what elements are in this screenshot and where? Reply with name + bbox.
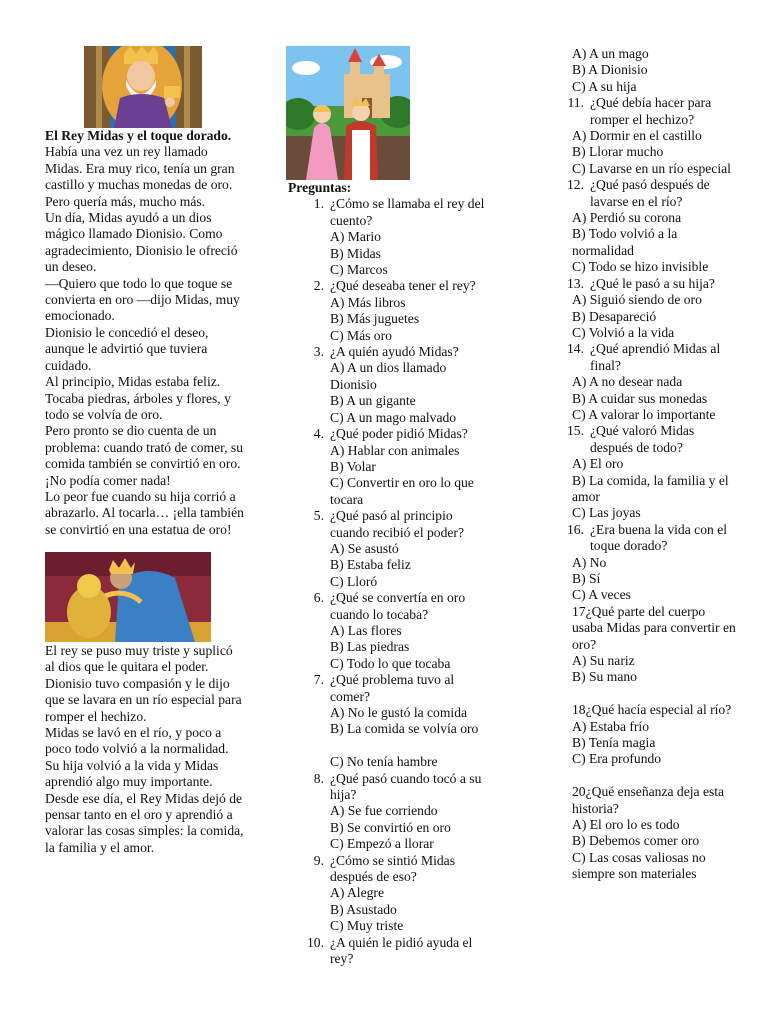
- answer-option: C) Más oro: [330, 327, 392, 343]
- question-number: 8.: [313, 770, 324, 786]
- answer-option: B) A cuidar sus monedas: [572, 390, 708, 406]
- question-text: [548, 522, 738, 555]
- answer-option: C) Marcos: [330, 262, 388, 278]
- question-label: ¿A quién le pidió ayuda el rey?: [330, 934, 473, 967]
- question-item: [288, 344, 488, 426]
- question-text: [288, 278, 488, 294]
- question-item: [548, 686, 738, 768]
- blank-line: [548, 686, 738, 702]
- question-10-options: [548, 46, 738, 95]
- story-paragraph: Había una vez un rey llamado Midas. Era muy rico, tenía un gran castillo y muchas monedas de oro. Pero quería más, mucho más.: [45, 144, 235, 209]
- question-item: [548, 423, 738, 521]
- story-paragraph: Al principio, Midas estaba feliz. Tocaba piedras, árboles y flores, y todo se volvía de oro.: [45, 374, 231, 422]
- answer-option: C) A su hija: [572, 78, 637, 94]
- answer-option: B) Asustado: [330, 901, 397, 917]
- question-label: ¿Qué pasó al principio cuando recibió el poder?: [330, 508, 464, 540]
- answer-option: A) Las flores: [330, 622, 402, 638]
- question-number: 9.: [313, 852, 324, 868]
- questions-column-1: [288, 180, 488, 967]
- answer-option: A) Mario: [330, 229, 381, 245]
- story-paragraph: Pero pronto se dio cuenta de un problema: cuando trató de comer, su comida también se convirtió en oro. ¡No podía comer nada!: [45, 423, 244, 488]
- answer-option: A) A no desear nada: [572, 374, 683, 390]
- question-label: ¿Qué problema tuvo al comer?: [330, 672, 455, 704]
- question-text: 20¿Qué enseñanza deja esta historia?: [572, 784, 725, 816]
- answer-option: C) Las cosas valiosas no siempre son materiales: [572, 849, 706, 882]
- question-number: 5.: [313, 508, 324, 524]
- answer-option: A) A un dios llamado Dionisio: [330, 360, 447, 392]
- castle-princess-king-image: [286, 46, 410, 180]
- question-text: [288, 590, 488, 623]
- answer-option: C) No tenía hambre: [330, 754, 438, 770]
- question-label: ¿Era buena la vida con el toque dorado?: [590, 521, 727, 554]
- question-label: ¿Qué poder pidió Midas?: [330, 426, 468, 442]
- story-title: El Rey Midas y el toque dorado.: [45, 128, 232, 143]
- story-part-1: [45, 144, 245, 538]
- question-item: [288, 196, 488, 278]
- question-item: [288, 426, 488, 508]
- answer-option: C) Volvió a la vida: [572, 324, 675, 340]
- question-text: 17¿Qué parte del cuerpo usaba Midas para convertir en oro?: [572, 603, 736, 652]
- answer-option: C) A veces: [572, 587, 631, 603]
- blank-line: [548, 768, 738, 784]
- answer-option: C) A valorar lo importante: [572, 406, 716, 422]
- question-item: [548, 95, 738, 177]
- question-text: [288, 771, 488, 804]
- story-column-continued: [45, 643, 245, 856]
- question-number: 4.: [313, 426, 324, 442]
- question-number: 1.: [313, 196, 324, 212]
- answer-option: C) Todo se hizo invisible: [572, 259, 709, 275]
- answer-option: C) Lloró: [330, 573, 378, 589]
- question-text: [288, 672, 488, 705]
- question-text: [548, 423, 738, 456]
- question-item: [288, 935, 488, 968]
- question-item: [548, 177, 738, 275]
- story-paragraph: Midas se lavó en el río, y poco a poco todo volvió a la normalidad. Su hija volvió a la vida y Midas aprendió algo muy importante.: [45, 725, 229, 790]
- answer-option: A) Dormir en el castillo: [572, 128, 702, 144]
- answer-option: B) Su mano: [572, 669, 637, 685]
- questions-header: Preguntas:: [288, 180, 352, 195]
- story-paragraph: Dionisio le concedió el deseo, aunque le advirtió que tuviera cuidado.: [45, 324, 209, 373]
- answer-option: A) A un mago: [572, 46, 649, 61]
- answer-option: B) Más juguetes: [330, 311, 420, 327]
- question-item: [548, 768, 738, 883]
- answer-option: B) Se convirtió en oro: [330, 819, 451, 835]
- king-midas-portrait-image: [84, 46, 202, 128]
- question-item: [288, 672, 488, 770]
- story-part-2: [45, 643, 245, 856]
- answer-option: A) Estaba frío: [572, 718, 650, 734]
- question-text: [548, 177, 738, 210]
- question-label: ¿Qué pasó después de lavarse en el río?: [590, 177, 710, 209]
- question-item: [548, 522, 738, 604]
- question-label: ¿Qué deseaba tener el rey?: [330, 278, 476, 294]
- question-item: [548, 341, 738, 423]
- question-item: [288, 853, 488, 935]
- question-text: [548, 95, 738, 128]
- question-number: 7.: [313, 672, 324, 688]
- question-item: [288, 590, 488, 672]
- story-column: [45, 128, 245, 538]
- story-paragraph: El rey se puso muy triste y suplicó al dios que le quitara el poder. Dionisio tuvo compasión y le dijo que se lavara en un río especial para romper el hechizo.: [45, 643, 242, 724]
- answer-option: A) Hablar con animales: [330, 442, 460, 458]
- question-number: 10.: [307, 934, 324, 950]
- question-number: 6.: [313, 590, 324, 606]
- question-number: 16.: [567, 521, 584, 537]
- question-list-2: [548, 95, 738, 604]
- question-text: [288, 344, 488, 360]
- questions-column-2: [548, 46, 738, 883]
- answer-option: C) Muy triste: [330, 918, 404, 934]
- answer-option: A) Alegre: [330, 885, 384, 901]
- question-label: ¿Qué aprendió Midas al final?: [590, 341, 721, 373]
- question-label: ¿Qué pasó cuando tocó a su hija?: [330, 770, 482, 803]
- question-item: [288, 508, 488, 590]
- question-label: ¿Cómo se sintió Midas después de eso?: [330, 852, 455, 885]
- answer-option: B) Llorar mucho: [572, 144, 664, 160]
- question-number: 15.: [567, 423, 584, 439]
- story-paragraph: Desde ese día, el Rey Midas dejó de pensar tanto en el oro y aprendió a valorar las cosas simples: la comida, la familia y el amor.: [45, 790, 244, 855]
- answer-option: B) A Dionisio: [572, 62, 648, 78]
- answer-option: A) Siguió siendo de oro: [572, 292, 702, 308]
- answer-option: B) Tenía magia: [572, 735, 656, 751]
- question-label: ¿Qué se convertía en oro cuando lo tocaba?: [330, 590, 466, 622]
- question-text: [288, 426, 488, 442]
- answer-option: B) Sí: [572, 571, 601, 586]
- question-text: [288, 935, 488, 968]
- answer-option: A) Su nariz: [572, 653, 635, 669]
- answer-option: C) Todo lo que tocaba: [330, 655, 451, 671]
- question-text: [548, 276, 738, 292]
- question-list-3: [548, 604, 738, 883]
- question-label: ¿Qué le pasó a su hija?: [590, 275, 715, 291]
- answer-option: A) El oro lo es todo: [572, 817, 680, 833]
- answer-option: B) A un gigante: [330, 393, 416, 409]
- question-text: [288, 853, 488, 886]
- answer-option: C) Lavarse en un río especial: [572, 160, 731, 176]
- question-number: 3.: [313, 344, 324, 360]
- answer-option: B) Las piedras: [330, 639, 410, 655]
- question-number: 14.: [567, 341, 584, 357]
- question-text: [288, 508, 488, 541]
- answer-option: A) El oro: [572, 456, 624, 472]
- question-number: 12.: [567, 177, 584, 193]
- answer-option: B) La comida, la familia y el amor: [572, 472, 729, 504]
- answer-option: B) Desapareció: [572, 308, 657, 324]
- question-item: [288, 771, 488, 853]
- question-label: ¿Qué debía hacer para romper el hechizo?: [590, 95, 712, 127]
- question-item: [548, 604, 738, 686]
- question-number: 13.: [567, 275, 584, 291]
- question-number: 2.: [313, 278, 324, 294]
- question-item: [288, 278, 488, 344]
- question-text: 18¿Qué hacía especial al río?: [572, 702, 732, 718]
- question-list-1: [288, 196, 488, 967]
- answer-option: C) Convertir en oro lo que tocara: [330, 475, 474, 507]
- blank-line: [288, 738, 488, 754]
- question-text: [288, 196, 488, 229]
- question-label: ¿Qué valoró Midas después de todo?: [590, 423, 695, 455]
- answer-option: A) Se asustó: [330, 540, 399, 556]
- question-text: [548, 341, 738, 374]
- answer-option: B) Todo volvió a la normalidad: [572, 226, 678, 258]
- story-paragraph: Lo peor fue cuando su hija corrió a abrazarlo. Al tocarla… ¡ella también se convirtió en una estatua de oro!: [45, 488, 244, 537]
- answer-option: A) Más libros: [330, 294, 406, 310]
- answer-option: B) Estaba feliz: [330, 557, 411, 573]
- answer-option: C) Era profundo: [572, 751, 662, 767]
- midas-golden-daughter-image: [45, 552, 211, 642]
- answer-option: C) A un mago malvado: [330, 409, 457, 425]
- answer-option: A) No le gustó la comida: [330, 705, 468, 720]
- story-paragraph: —Quiero que todo lo que toque se convierta en oro —dijo Midas, muy emocionado.: [45, 275, 240, 324]
- answer-option: B) La comida se volvía oro: [330, 721, 479, 737]
- question-item: [548, 276, 738, 342]
- story-paragraph: Un día, Midas ayudó a un dios mágico llamado Dionisio. Como agradecimiento, Dionisio le ofreció un deseo.: [45, 210, 238, 275]
- answer-option: A) No: [572, 554, 607, 570]
- answer-option: B) Volar: [330, 458, 376, 474]
- question-label: ¿Cómo se llamaba el rey del cuento?: [330, 196, 485, 228]
- answer-option: C) Empezó a llorar: [330, 836, 434, 852]
- answer-option: C) Las joyas: [572, 505, 641, 521]
- question-label: ¿A quién ayudó Midas?: [330, 344, 459, 360]
- answer-option: A) Se fue corriendo: [330, 803, 438, 819]
- answer-option: A) Perdió su corona: [572, 210, 682, 226]
- question-number: 11.: [567, 95, 584, 111]
- answer-option: B) Debemos comer oro: [572, 833, 700, 849]
- answer-option: B) Midas: [330, 245, 381, 261]
